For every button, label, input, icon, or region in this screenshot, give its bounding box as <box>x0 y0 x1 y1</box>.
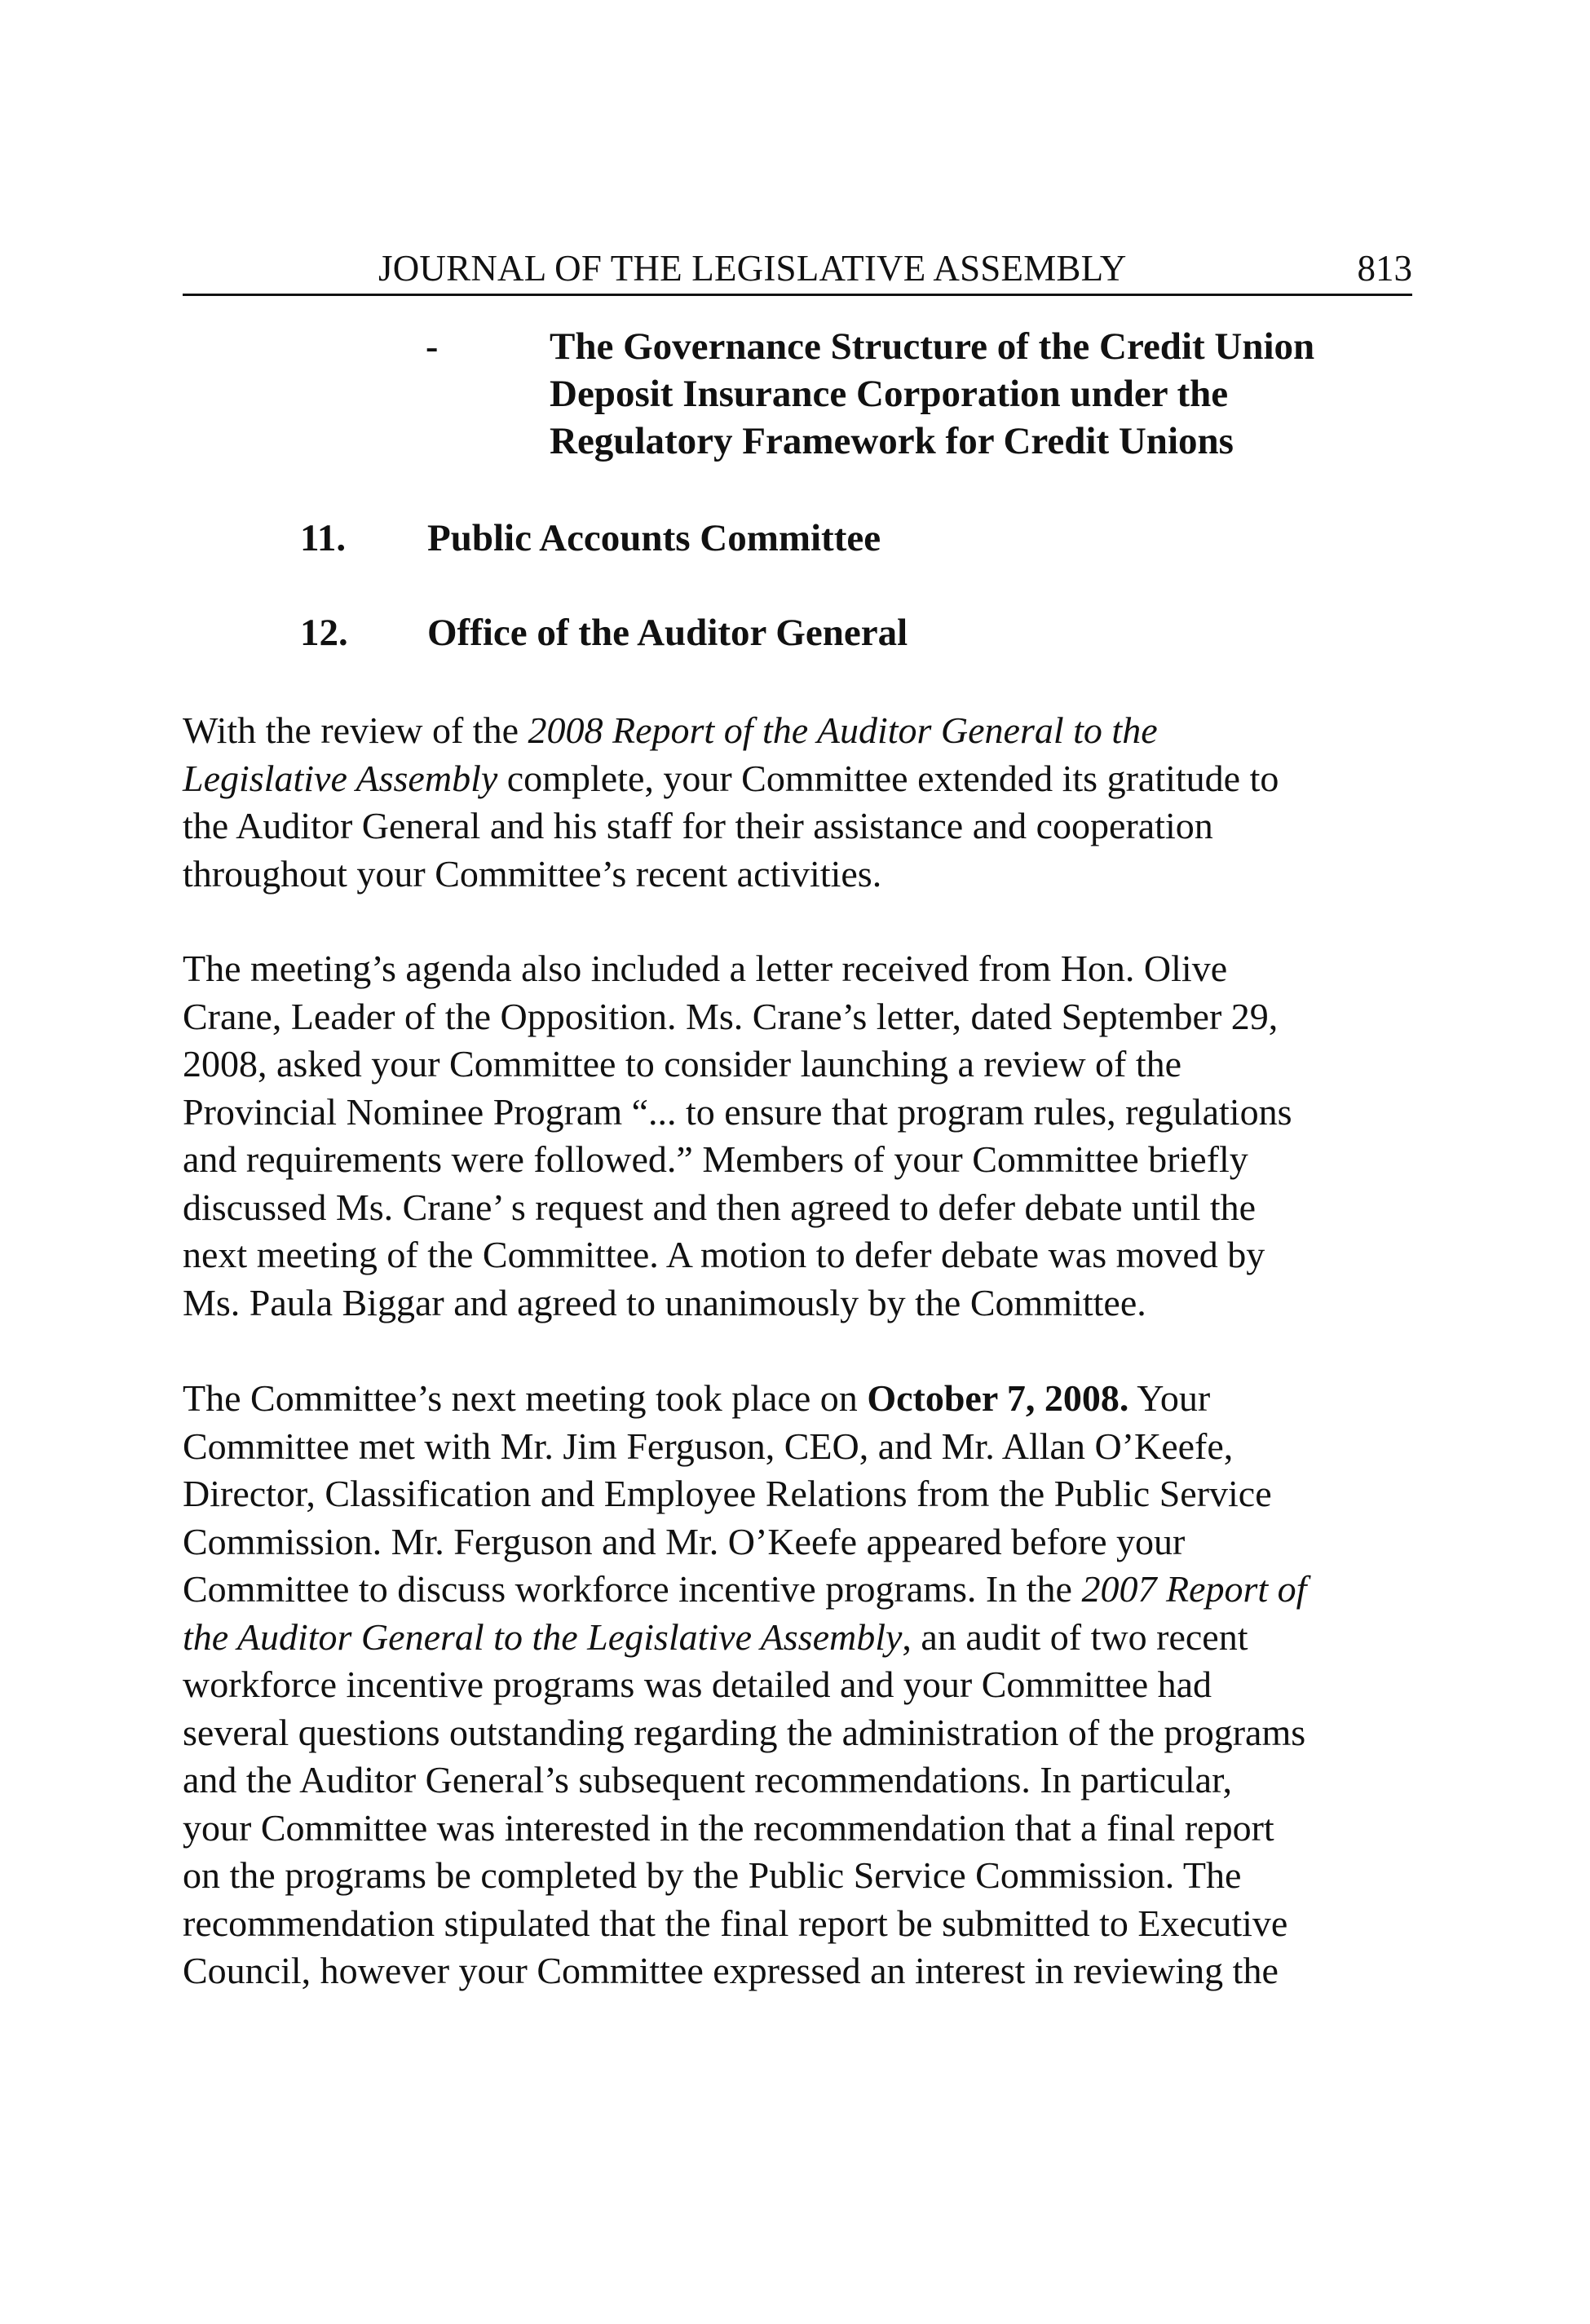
meeting-date-bold: October 7, 2008. <box>867 1377 1129 1419</box>
page-header <box>183 243 1412 296</box>
journal-title: JOURNAL OF THE LEGISLATIVE ASSEMBLY <box>378 248 1127 289</box>
paragraph-auditor-review <box>183 707 1422 898</box>
text-line: Crane, Leader of the Opposition. Ms. Crane’s letter, dated September 29, <box>183 995 1279 1037</box>
text-line <box>183 1375 1422 1423</box>
paragraph-crane-letter <box>183 945 1422 1327</box>
report-title-italic: Legislative Assembly <box>183 757 498 799</box>
text-line: recommendation stipulated that the final report be submitted to Executive <box>183 1902 1288 1944</box>
text-run: complete, your Committee extended its gratitude to <box>497 757 1279 799</box>
text-run: With the review of the <box>183 709 528 751</box>
bullet-line: Deposit Insurance Corporation under the <box>550 373 1229 415</box>
text-line: Committee met with Mr. Jim Ferguson, CEO, and Mr. Allan O’Keefe, <box>183 1425 1234 1467</box>
section-number: 12. <box>300 612 348 654</box>
bullet-heading <box>550 323 1406 465</box>
text-line: Council, however your Committee expressed an interest in reviewing the <box>183 1950 1279 1991</box>
text-line: Ms. Paula Biggar and agreed to unanimously by the Committee. <box>183 1281 1146 1323</box>
dash-bullet: - <box>426 325 439 367</box>
section-heading-11 <box>300 515 881 562</box>
section-title: Office of the Auditor General <box>427 612 908 654</box>
text-line: Provincial Nominee Program “... to ensure that program rules, regulations <box>183 1090 1292 1133</box>
section-number: 11. <box>300 517 347 559</box>
text-line: 2008, asked your Committee to consider launching a review of the <box>183 1043 1182 1085</box>
report-title-italic: the Auditor General to the Legislative Assembly <box>183 1615 903 1658</box>
text-line: discussed Ms. Crane’ s request and then agreed to defer debate until the <box>183 1186 1257 1228</box>
text-line: on the programs be completed by the Public Service Commission. The <box>183 1854 1242 1896</box>
text-line: your Committee was interested in the recommendation that a final report <box>183 1806 1274 1849</box>
text-line: throughout your Committee’s recent activities. <box>183 852 882 895</box>
bullet-line: Regulatory Framework for Credit Unions <box>550 420 1234 462</box>
text-line <box>183 707 1422 755</box>
bullet-line: The Governance Structure of the Credit Union <box>550 325 1315 368</box>
text-line: and requirements were followed.” Members of your Committee briefly <box>183 1138 1248 1180</box>
text-line: the Auditor General and his staff for their assistance and cooperation <box>183 805 1213 846</box>
text-line: and the Auditor General’s subsequent recommendations. In particular, <box>183 1759 1233 1800</box>
text-line: Director, Classification and Employee Relations from the Public Service <box>183 1473 1272 1514</box>
text-line: workforce incentive programs was detailed and your Committee had <box>183 1663 1212 1705</box>
paragraph-october-meeting <box>183 1375 1422 1995</box>
text-line: Commission. Mr. Ferguson and Mr. O’Keefe appeared before your <box>183 1520 1186 1562</box>
text-line <box>183 1566 1422 1614</box>
text-line <box>183 1614 1422 1662</box>
text-run: Your <box>1128 1377 1211 1419</box>
text-line: several questions outstanding regarding the administration of the programs <box>183 1711 1306 1753</box>
text-run: Committee to discuss workforce incentive programs. In the <box>183 1568 1082 1610</box>
text-run: The Committee’s next meeting took place on <box>183 1377 868 1419</box>
text-line <box>183 755 1422 803</box>
text-run: , an audit of two recent <box>902 1615 1248 1658</box>
page-number: 813 <box>1357 248 1412 289</box>
section-heading-12 <box>300 609 908 656</box>
report-title-italic: 2007 Report of <box>1081 1568 1307 1610</box>
text-line: next meeting of the Committee. A motion to defer debate was moved by <box>183 1234 1265 1275</box>
section-title: Public Accounts Committee <box>427 517 881 559</box>
text-line: The meeting’s agenda also included a letter received from Hon. Olive <box>183 948 1228 989</box>
report-title-italic: 2008 Report of the Auditor General to the <box>528 709 1158 751</box>
